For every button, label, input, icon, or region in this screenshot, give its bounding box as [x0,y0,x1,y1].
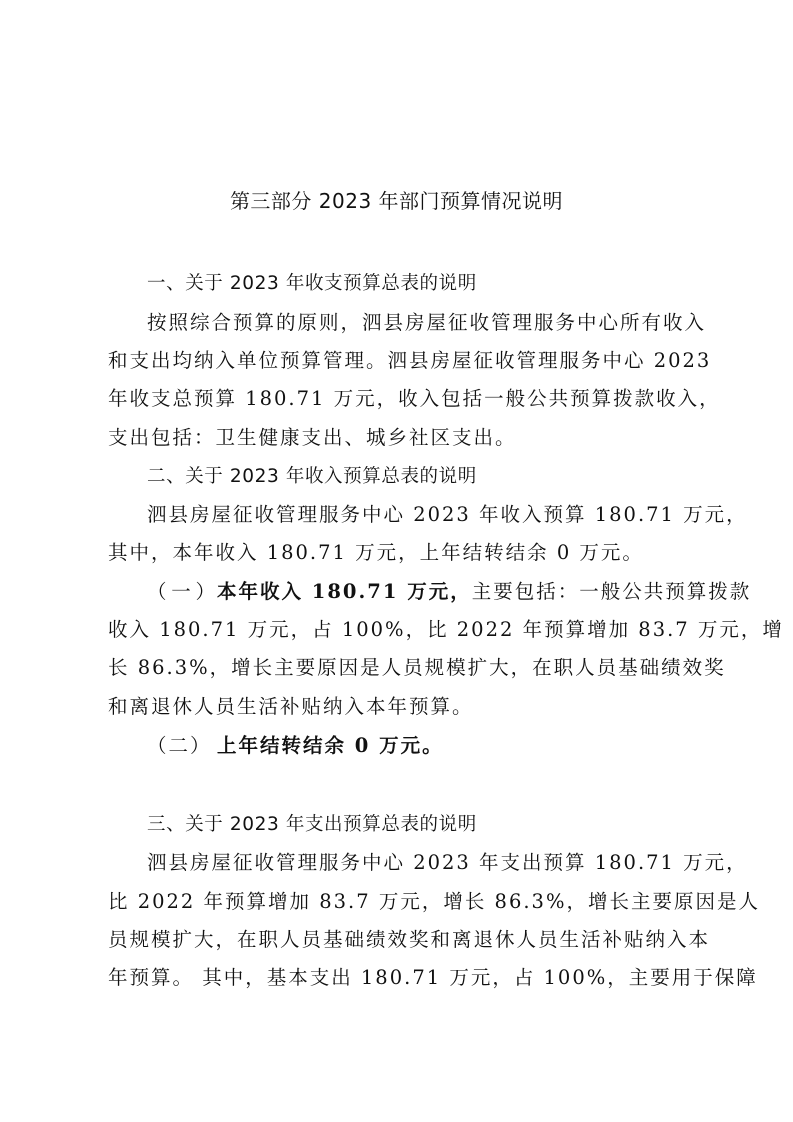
item1-number: （一） [147,580,217,603]
section1-line-4: 支出包括：卫生健康支出、城乡社区支出。 [108,426,517,449]
item2-number: （二） [147,734,212,757]
section2-item2-line [147,732,444,760]
section2-heading: 二、关于 2023 年收入预算总表的说明 [147,466,477,487]
section1-line-2: 和支出均纳入单位预算管理。泗县房屋征收管理服务中心 2023 [108,349,712,372]
section2-item1-line-4: 和离退休人员生活补贴纳入本年预算。 [108,695,474,718]
section1-heading: 一、关于 2023 年收支预算总表的说明 [147,273,477,294]
item1-bold-text: 本年收入 180.71 万元， [217,580,472,603]
section2-item1-line-2: 收入 180.71 万元，占 100%，比 2022 年预算增加 83.7 万元，增 [108,618,784,641]
section3-line-4: 年预算。 其中，基本支出 180.71 万元，占 100%，主要用于保障 [108,966,758,989]
section3-heading: 三、关于 2023 年支出预算总表的说明 [147,814,477,835]
section3-line-1: 泗县房屋征收管理服务中心 2023 年支出预算 180.71 万元， [147,851,748,874]
section2-item1-line-1 [147,578,752,606]
item2-bold-text: 上年结转结余 0 万元。 [217,734,444,757]
section1-line-1: 按照综合预算的原则，泗县房屋征收管理服务中心所有收入 [147,311,707,334]
section3-line-2: 比 2022 年预算增加 83.7 万元，增长 86.3%，增长主要原因是人 [108,890,760,913]
section2-item1-line-3: 长 86.3%，增长主要原因是人员规模扩大，在职人员基础绩效奖 [108,656,726,679]
item1-rest-text: 主要包括：一般公共预算拨款 [471,580,752,603]
page-title: 第三部分 2023 年部门预算情况说明 [229,189,564,213]
section3-line-3: 员规模扩大，在职人员基础绩效奖和离退休人员生活补贴纳入本 [108,928,711,951]
section2-line-1: 泗县房屋征收管理服务中心 2023 年收入预算 180.71 万元， [147,503,748,526]
section2-line-2: 其中，本年收入 180.71 万元，上年结转结余 0 万元。 [108,541,644,564]
section1-line-3: 年收支总预算 180.71 万元，收入包括一般公共预算拨款收入， [108,387,721,410]
